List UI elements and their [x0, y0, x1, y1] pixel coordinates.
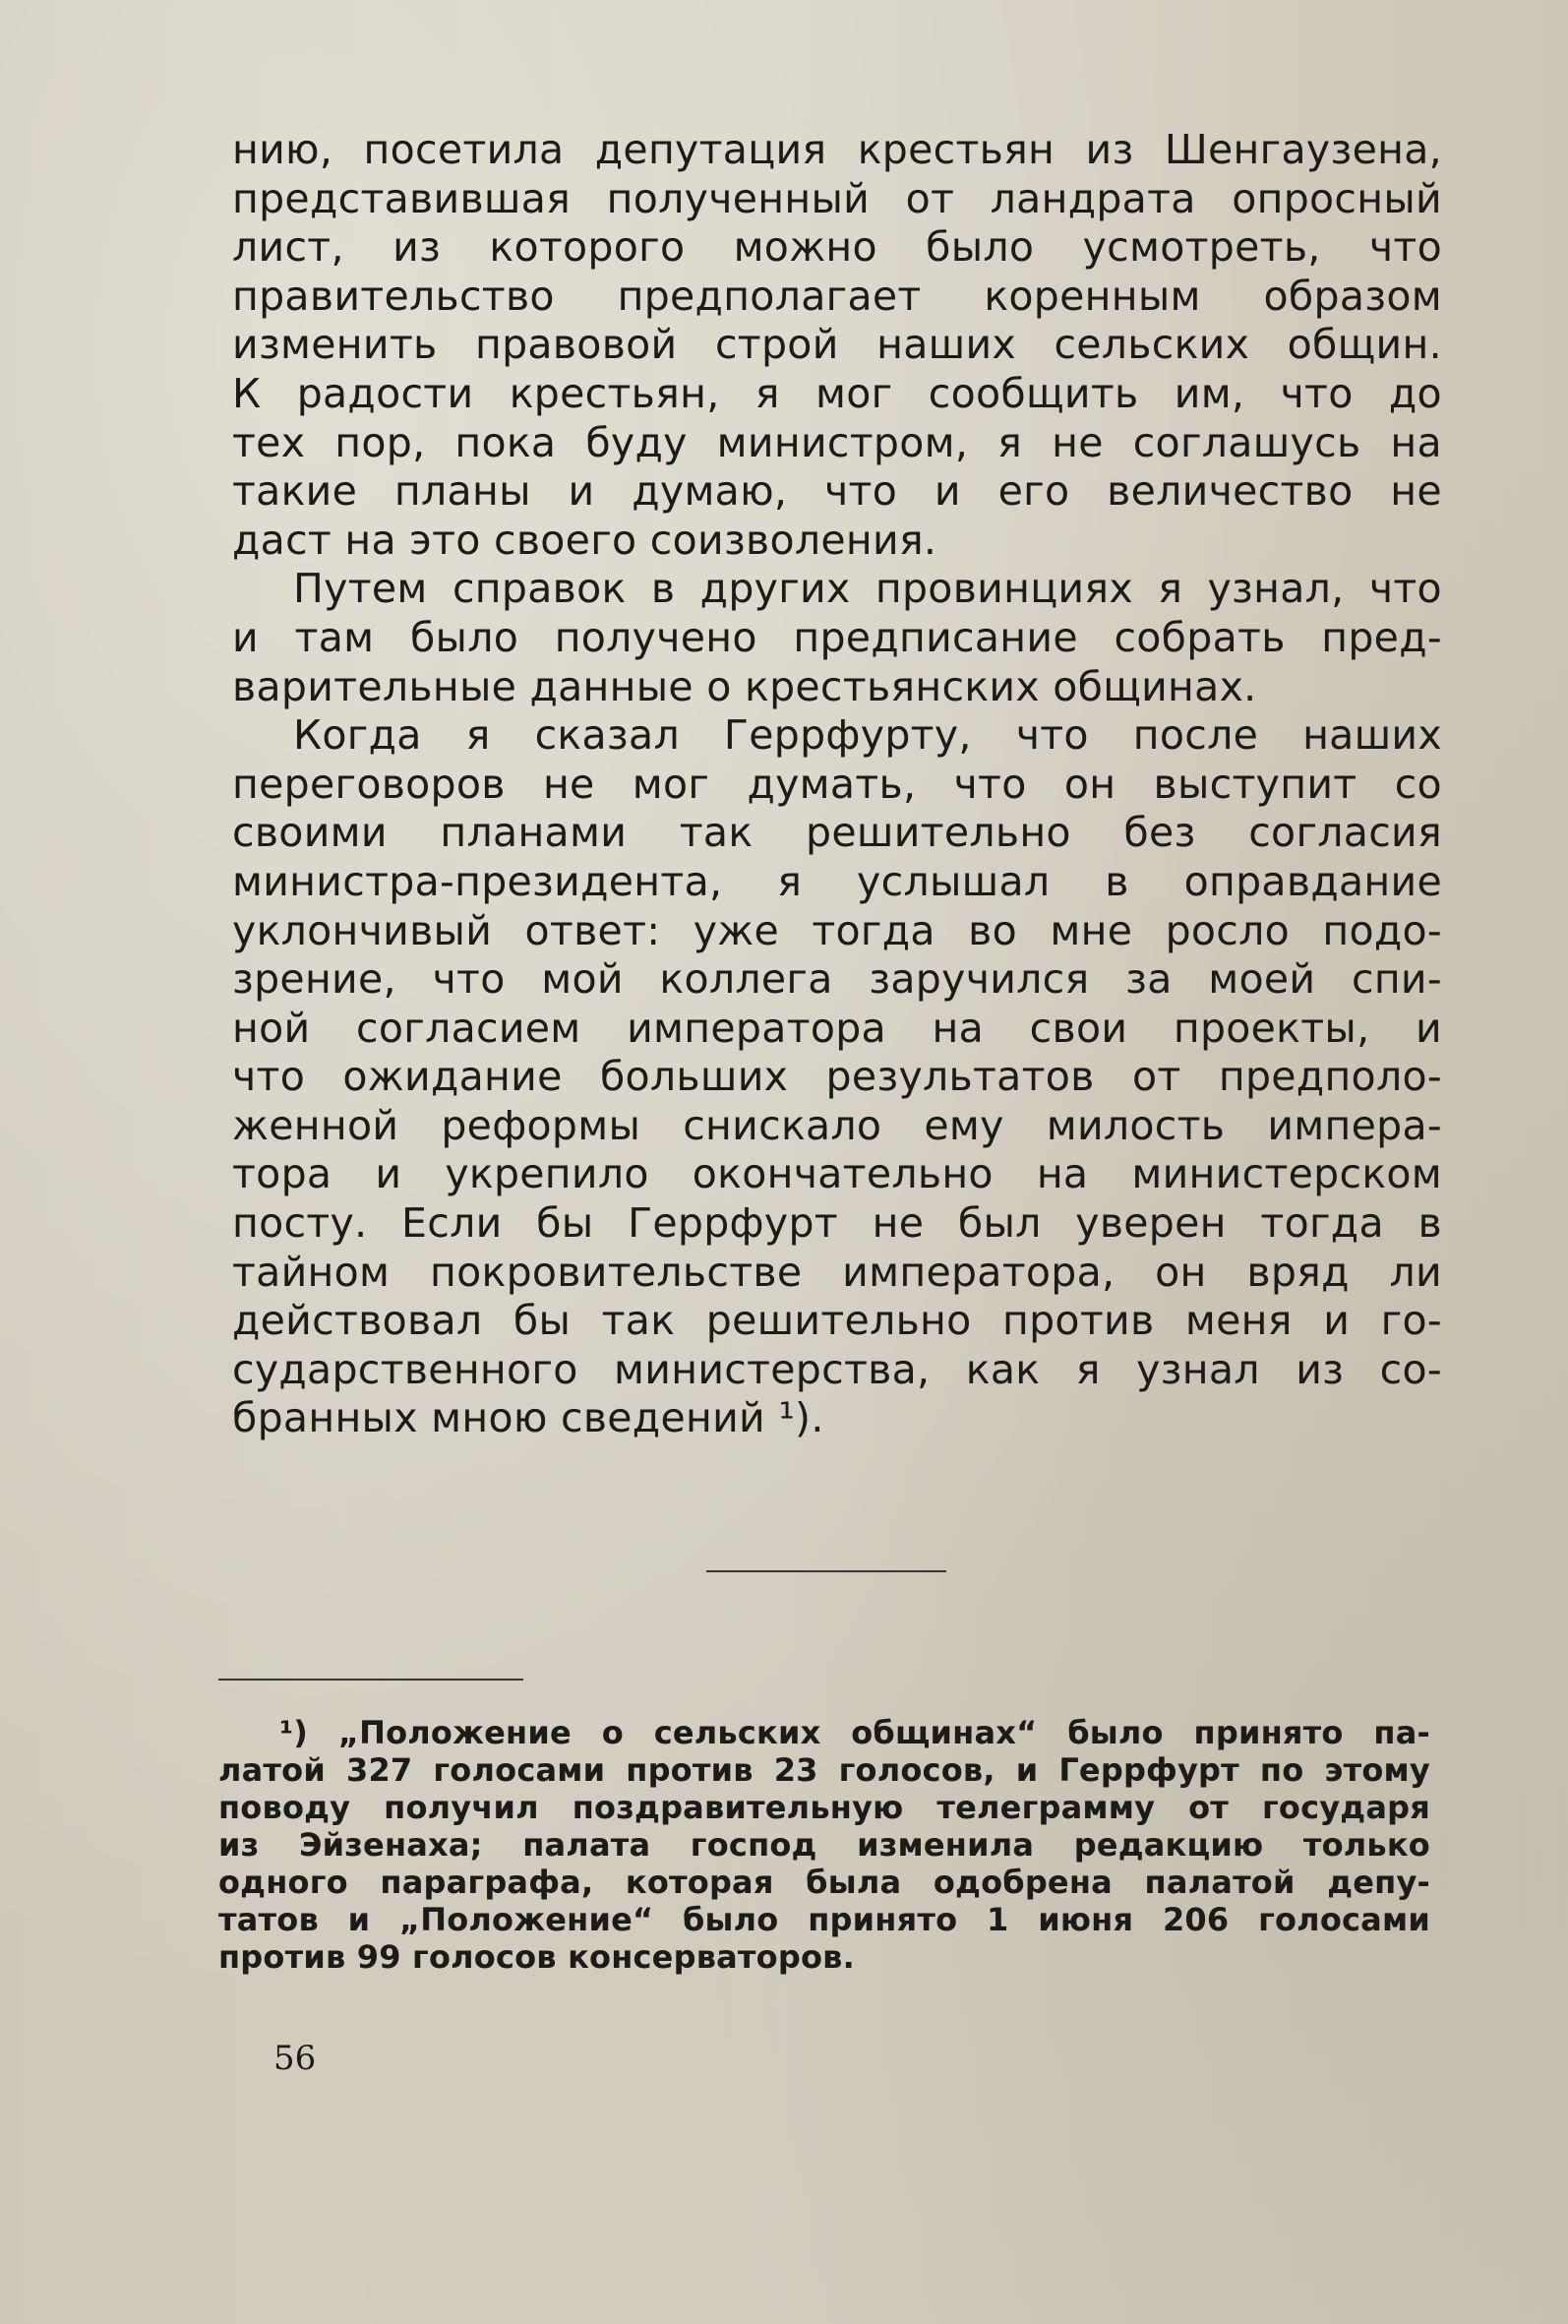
- word: палатой: [1144, 1864, 1296, 1901]
- word: тайном: [232, 1248, 391, 1296]
- word: Геррфурт: [1058, 1751, 1239, 1789]
- word: предполо-: [1218, 1053, 1442, 1101]
- word: депутация: [594, 126, 827, 173]
- word: императора: [627, 1004, 886, 1052]
- word: снискало: [683, 1101, 882, 1149]
- word: строй: [714, 321, 839, 369]
- word: министерства,: [614, 1345, 931, 1393]
- word: крестьян,: [509, 369, 720, 417]
- word: согласия: [1248, 809, 1442, 857]
- word: я: [1158, 565, 1183, 613]
- footnote-line: [218, 1826, 1430, 1864]
- word: предполагает: [617, 272, 922, 320]
- word: милость: [1046, 1101, 1226, 1149]
- word: от: [1188, 1789, 1230, 1826]
- word: Путем: [293, 565, 428, 613]
- word: так: [679, 809, 754, 857]
- word: что: [1280, 369, 1354, 417]
- word: было: [682, 1901, 779, 1938]
- text-line: [232, 809, 1442, 858]
- word: что: [1368, 565, 1442, 613]
- paragraph-end-line: бранных мною сведений ¹).: [232, 1394, 824, 1442]
- text-line: [232, 1102, 1442, 1151]
- word: росло: [1165, 906, 1291, 954]
- word: принято: [1193, 1714, 1344, 1751]
- word: после: [1132, 711, 1259, 760]
- word: я: [754, 369, 780, 417]
- word: радости: [296, 369, 474, 417]
- text-line: [232, 761, 1442, 810]
- word: вряд: [1246, 1248, 1350, 1296]
- word: со-: [1379, 1345, 1442, 1393]
- word: против: [626, 1751, 754, 1789]
- word: сельских: [1054, 321, 1250, 369]
- word: из: [392, 223, 442, 272]
- word: соглашусь: [1132, 418, 1361, 466]
- word: и: [1015, 1751, 1039, 1789]
- word: Когда: [293, 711, 422, 760]
- word: услышал: [857, 857, 1051, 905]
- word: и: [568, 467, 595, 516]
- word: 23: [773, 1751, 818, 1789]
- word: ли: [1389, 1248, 1442, 1296]
- word: до: [1388, 369, 1442, 417]
- word: им,: [1174, 369, 1245, 417]
- word: поздравительную: [572, 1789, 904, 1826]
- word: не: [542, 760, 595, 808]
- word: на: [1390, 418, 1442, 466]
- word: моей: [1208, 955, 1316, 1004]
- word: меня: [1184, 1297, 1293, 1345]
- word: 1: [987, 1901, 1009, 1938]
- text-line: [232, 467, 1442, 517]
- footnote-separator: [218, 1679, 523, 1681]
- word: я: [997, 418, 1023, 466]
- page-number: 56: [273, 2039, 317, 2078]
- word: одного: [218, 1864, 348, 1901]
- word: действовал: [232, 1297, 483, 1345]
- word: укрепило: [445, 1150, 649, 1198]
- word: выступит: [1153, 760, 1357, 808]
- word: голосами: [433, 1751, 606, 1789]
- text-line: [232, 1346, 1442, 1395]
- word: посетила: [363, 126, 565, 173]
- word: зрение,: [232, 955, 396, 1004]
- word: образом: [1263, 272, 1442, 320]
- word: параграфа,: [380, 1864, 594, 1901]
- word: импера-: [1267, 1101, 1442, 1149]
- word: па-: [1373, 1714, 1430, 1751]
- word: коренным: [984, 272, 1201, 320]
- footnote-line: [218, 1714, 1430, 1751]
- word: за: [1125, 955, 1173, 1004]
- word: планами: [440, 809, 628, 857]
- word: по: [1259, 1751, 1304, 1789]
- word: правовой: [474, 321, 678, 369]
- word: мой: [541, 955, 624, 1004]
- word: от: [1131, 1053, 1181, 1101]
- footnote-line: [218, 1864, 1430, 1901]
- word: Шенгаузена,: [1164, 126, 1442, 173]
- word: Если: [401, 1199, 503, 1248]
- word: как: [965, 1345, 1041, 1393]
- word: в: [650, 565, 676, 613]
- word: пока: [454, 418, 557, 466]
- word: на: [932, 1004, 985, 1052]
- word: крестьян: [857, 126, 1055, 173]
- text-line: [232, 1150, 1442, 1199]
- word: нию,: [232, 126, 333, 173]
- word: со: [1394, 760, 1442, 808]
- section-divider: [706, 1570, 946, 1572]
- word: величество: [1107, 467, 1354, 516]
- word: что: [953, 760, 1027, 808]
- text-line: [232, 614, 1442, 663]
- word: палата: [522, 1826, 651, 1864]
- word: что: [1368, 223, 1442, 272]
- word: голосами: [1258, 1901, 1430, 1938]
- word: он: [1063, 760, 1116, 808]
- word: Геррфурт: [628, 1199, 838, 1248]
- word: министром,: [716, 418, 969, 466]
- word: узнал,: [1207, 565, 1345, 613]
- text-line: [232, 1053, 1442, 1102]
- word: полученный: [606, 174, 871, 222]
- word: можно: [733, 223, 877, 272]
- word: других: [699, 565, 851, 613]
- word: из: [1085, 126, 1134, 173]
- word: мог: [632, 760, 710, 808]
- text-line: [232, 907, 1442, 956]
- text-line: [232, 1199, 1442, 1249]
- word: правительство: [232, 272, 555, 320]
- text-line: [232, 419, 1442, 468]
- word: предписание: [793, 613, 1078, 661]
- word: что: [432, 955, 506, 1004]
- word: тогда: [1260, 1199, 1384, 1248]
- word: 206: [1162, 1901, 1230, 1938]
- footnote-line: против 99 голосов консерваторов.: [218, 1938, 855, 1976]
- word: я: [465, 711, 491, 760]
- word: собрать: [1114, 613, 1286, 661]
- word: только: [1302, 1826, 1430, 1864]
- word: общинах“: [851, 1714, 1038, 1751]
- word: в: [1417, 1199, 1442, 1248]
- word: господ: [690, 1826, 817, 1864]
- text-line: [232, 1249, 1442, 1298]
- text-line: [232, 273, 1442, 322]
- word: без: [1123, 809, 1196, 857]
- word: опросный: [1232, 174, 1442, 222]
- footnote-line: [218, 1751, 1430, 1789]
- word: сельских: [653, 1714, 821, 1751]
- word: так: [601, 1297, 676, 1345]
- text-line: [232, 1297, 1442, 1346]
- paragraph-end-line: даст на это своего соизволения.: [232, 516, 937, 564]
- word: ной: [232, 1004, 311, 1052]
- word: и: [375, 1150, 402, 1198]
- word: получил: [384, 1789, 539, 1826]
- word: мог: [815, 369, 893, 417]
- word: уклончивый: [232, 906, 493, 954]
- word: министерском: [1131, 1150, 1442, 1198]
- word: усмотреть,: [1082, 223, 1321, 272]
- word: провинциях: [874, 565, 1133, 613]
- word: ему: [924, 1101, 1004, 1149]
- word: было: [409, 613, 519, 661]
- word: спи-: [1351, 955, 1442, 1004]
- word: его: [997, 467, 1070, 516]
- word: коллега: [659, 955, 833, 1004]
- word: подо-: [1322, 906, 1442, 954]
- word: бы: [513, 1297, 572, 1345]
- word: принято: [808, 1901, 958, 1938]
- text-line: [232, 175, 1442, 224]
- word: императора,: [842, 1248, 1116, 1296]
- word: переговоров: [232, 760, 506, 808]
- word: Эйзенаха;: [298, 1826, 483, 1864]
- word: результатов: [825, 1053, 1095, 1101]
- word: и: [347, 1901, 371, 1938]
- word: я: [1075, 1345, 1101, 1393]
- word: наших: [1302, 711, 1442, 760]
- word: и: [934, 467, 961, 516]
- word: лист,: [232, 223, 344, 272]
- word: решительно: [806, 809, 1071, 857]
- word: К: [232, 369, 262, 417]
- word: там: [294, 613, 375, 661]
- word: уже: [693, 906, 780, 954]
- word: планы: [393, 467, 531, 516]
- word: государя: [1261, 1789, 1430, 1826]
- word: было: [1067, 1714, 1164, 1751]
- word: тогда: [812, 906, 935, 954]
- word: и: [1416, 1004, 1442, 1052]
- word: такие: [232, 467, 358, 516]
- word: „Положение: [337, 1714, 572, 1751]
- word: думать,: [747, 760, 917, 808]
- word: сказал: [534, 711, 680, 760]
- word: было: [926, 223, 1035, 272]
- footnote-line: [218, 1789, 1430, 1826]
- word: татов: [218, 1901, 319, 1938]
- word: справок: [452, 565, 627, 613]
- word: из: [1296, 1345, 1345, 1393]
- word: я: [777, 857, 803, 905]
- word: о: [601, 1714, 624, 1751]
- text-line: [232, 858, 1442, 907]
- word: окончательно: [692, 1150, 994, 1198]
- paragraph-start-line: [232, 565, 1442, 614]
- word: одобрена: [933, 1864, 1113, 1901]
- main-text: [232, 126, 1442, 1443]
- word: больших: [599, 1053, 789, 1101]
- word: не: [1052, 418, 1104, 466]
- word: во: [968, 906, 1018, 954]
- word: ландрата: [990, 174, 1196, 222]
- word: мне: [1050, 906, 1133, 954]
- word: против: [1002, 1297, 1155, 1345]
- word: не: [1390, 467, 1442, 516]
- word: бы: [536, 1199, 594, 1248]
- word: тора: [232, 1150, 332, 1198]
- word: на: [1036, 1150, 1089, 1198]
- footnote-line: [218, 1901, 1430, 1938]
- word: решительно: [705, 1297, 972, 1345]
- word: редакцию: [1073, 1826, 1264, 1864]
- word: свои: [1029, 1004, 1128, 1052]
- word: и: [232, 613, 259, 661]
- word: сообщить: [928, 369, 1139, 417]
- word: буду: [585, 418, 688, 466]
- word: была: [806, 1864, 902, 1901]
- word: наших: [876, 321, 1016, 369]
- word: пор,: [334, 418, 426, 466]
- word: проекты,: [1173, 1004, 1370, 1052]
- text-line: [232, 1005, 1442, 1054]
- text-line: [232, 955, 1442, 1005]
- word: представившая: [232, 174, 572, 222]
- word: министра-президента,: [232, 857, 723, 905]
- word: в: [1105, 857, 1129, 905]
- word: ¹): [279, 1714, 309, 1751]
- word: заручился: [869, 955, 1090, 1004]
- word: голосов,: [838, 1751, 995, 1789]
- word: которая: [625, 1864, 774, 1901]
- word: 327: [345, 1751, 413, 1789]
- word: уверен: [1075, 1199, 1227, 1248]
- text-line: [232, 223, 1442, 273]
- word: посту.: [232, 1199, 368, 1248]
- word: что: [1015, 711, 1089, 760]
- word: ответ:: [524, 906, 661, 954]
- word: Геррфурту,: [723, 711, 972, 760]
- word: поводу: [218, 1789, 351, 1826]
- word: женной: [232, 1101, 399, 1149]
- word: был: [957, 1199, 1042, 1248]
- word: этому: [1324, 1751, 1430, 1789]
- word: латой: [218, 1751, 326, 1789]
- word: оправдание: [1183, 857, 1442, 905]
- paragraph-start-line: [232, 711, 1442, 761]
- word: депу-: [1327, 1864, 1430, 1901]
- word: не: [872, 1199, 925, 1248]
- word: июня: [1038, 1901, 1134, 1938]
- word: что: [824, 467, 898, 516]
- word: тех: [232, 418, 306, 466]
- word: согласием: [356, 1004, 581, 1052]
- word: „Положение“: [399, 1901, 654, 1938]
- word: пред-: [1321, 613, 1442, 661]
- word: реформы: [441, 1101, 641, 1149]
- text-line: [232, 126, 1442, 175]
- word: узнал: [1136, 1345, 1260, 1393]
- word: изменить: [232, 321, 438, 369]
- word: он: [1155, 1248, 1207, 1296]
- footnote: [218, 1714, 1430, 1976]
- word: изменила: [857, 1826, 1035, 1864]
- word: своими: [232, 809, 388, 857]
- word: что: [232, 1053, 306, 1101]
- word: думаю,: [632, 467, 788, 516]
- word: ожидание: [342, 1053, 563, 1101]
- word: общин.: [1287, 321, 1442, 369]
- word: из: [218, 1826, 260, 1864]
- word: и: [1323, 1297, 1351, 1345]
- word: от: [905, 174, 955, 222]
- word: получено: [554, 613, 757, 661]
- text-line: [232, 370, 1442, 419]
- text-line: [232, 321, 1442, 370]
- word: сударственного: [232, 1345, 578, 1393]
- word: го-: [1380, 1297, 1442, 1345]
- word: которого: [489, 223, 686, 272]
- word: телеграмму: [936, 1789, 1156, 1826]
- word: покровительстве: [430, 1248, 803, 1296]
- paragraph-end-line: варительные данные о крестьянских общинах.: [232, 662, 1257, 710]
